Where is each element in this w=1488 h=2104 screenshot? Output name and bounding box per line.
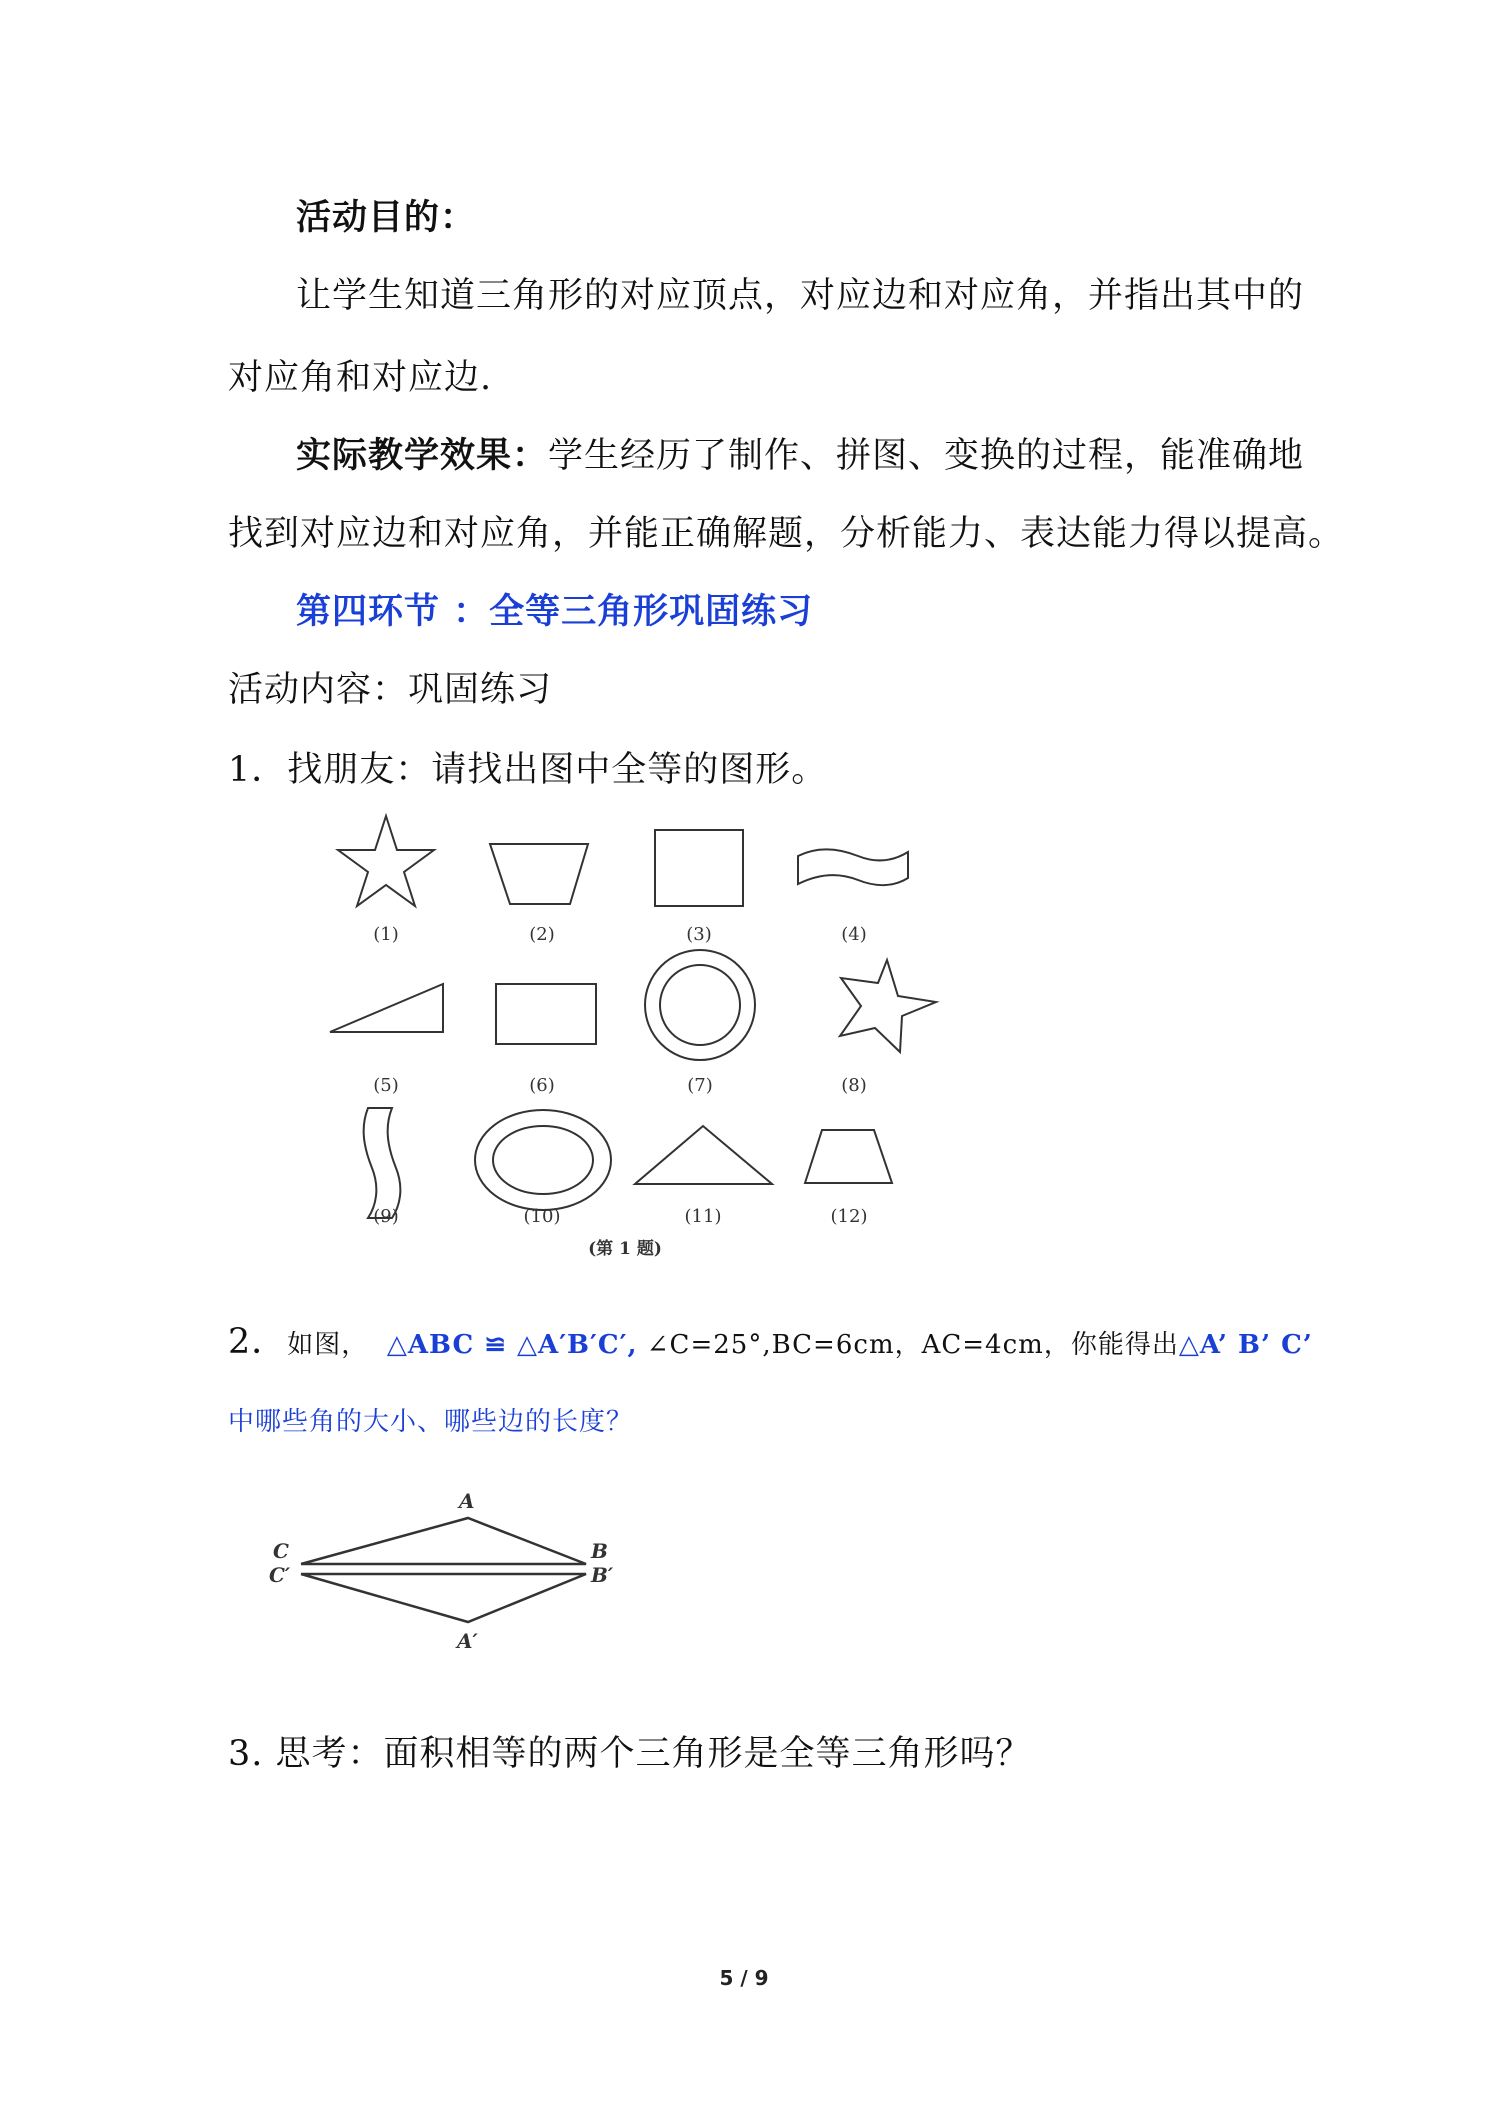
shape-10-ring-inner xyxy=(493,1126,593,1194)
q2-number: 2． xyxy=(228,1322,288,1362)
shape-label-1: (1) xyxy=(373,924,399,945)
section-heading: 第四环节 ：全等三角形巩固练习 xyxy=(296,591,814,632)
shape-label-8: (8) xyxy=(841,1075,867,1096)
label-c: C xyxy=(273,1539,289,1563)
effect-label: 实际教学效果： xyxy=(296,435,549,476)
figure1-caption: (第 1 题) xyxy=(588,1239,662,1258)
question-2-line1 xyxy=(228,1320,1313,1367)
shape-3-square xyxy=(655,830,743,906)
shape-label-3: (3) xyxy=(686,924,712,945)
page-number: 5 / 9 xyxy=(719,1966,769,1990)
q2-congruence: △ABC ≌ △A′B′C′, xyxy=(386,1330,638,1360)
triangles-figure xyxy=(255,1488,655,1708)
triangle-abc-prime xyxy=(301,1574,586,1622)
shape-4-wave xyxy=(798,849,908,885)
activity-content: 活动内容：巩固练习 xyxy=(228,670,553,710)
effect-text: 学生经历了制作、拼图、变换的过程，能准确地 xyxy=(548,436,1305,476)
shape-label-10: (10) xyxy=(523,1206,561,1227)
goal-text-line2: 对应角和对应边. xyxy=(228,358,493,398)
shapes-figure xyxy=(320,808,940,1258)
shape-label-12: (12) xyxy=(830,1206,868,1227)
shape-11-triangle xyxy=(635,1126,772,1184)
shape-12-trapezoid xyxy=(805,1130,892,1183)
question-3: 3. 思考：面积相等的两个三角形是全等三角形吗？ xyxy=(228,1734,1032,1774)
goal-heading: 活动目的： xyxy=(296,197,477,238)
shape-8-star xyxy=(840,960,936,1052)
effect-line2: 找到对应边和对应角，并能正确解题，分析能力、表达能力得以提高。 xyxy=(228,514,1345,554)
shape-7-ring-outer xyxy=(645,950,755,1060)
q2-intro: 如图， xyxy=(287,1330,369,1360)
shape-9-wave xyxy=(364,1108,401,1218)
label-a-prime: A′ xyxy=(457,1629,478,1653)
q2-target: △A’ B’ C’ xyxy=(1178,1330,1313,1360)
shape-label-6: (6) xyxy=(529,1075,555,1096)
question-1: 1．找朋友：请找出图中全等的图形。 xyxy=(228,750,828,790)
label-a: A xyxy=(459,1489,475,1513)
effect-line1 xyxy=(296,434,1304,478)
shape-label-5: (5) xyxy=(373,1075,399,1096)
shape-label-11: (11) xyxy=(684,1206,722,1227)
shape-label-7: (7) xyxy=(687,1075,713,1096)
label-b: B xyxy=(591,1539,608,1563)
shape-6-rectangle xyxy=(496,984,596,1044)
shape-label-9: (9) xyxy=(373,1206,399,1227)
shape-2-trapezoid xyxy=(490,844,588,904)
goal-text-line1: 让学生知道三角形的对应顶点，对应边和对应角，并指出其中的 xyxy=(296,276,1305,316)
triangle-abc xyxy=(301,1518,586,1564)
shape-7-ring-inner xyxy=(660,965,740,1045)
shape-5-triangle xyxy=(330,984,443,1032)
label-c-prime: C′ xyxy=(269,1563,291,1587)
shape-label-2: (2) xyxy=(529,924,555,945)
question-2-line2: 中哪些角的大小、哪些边的长度？ xyxy=(228,1407,634,1437)
shape-label-4: (4) xyxy=(841,924,867,945)
label-b-prime: B′ xyxy=(591,1563,614,1587)
q2-givens: ∠C=25°,BC=6cm，AC=4cm，你能得出 xyxy=(646,1330,1179,1360)
shape-1-star xyxy=(338,816,434,906)
